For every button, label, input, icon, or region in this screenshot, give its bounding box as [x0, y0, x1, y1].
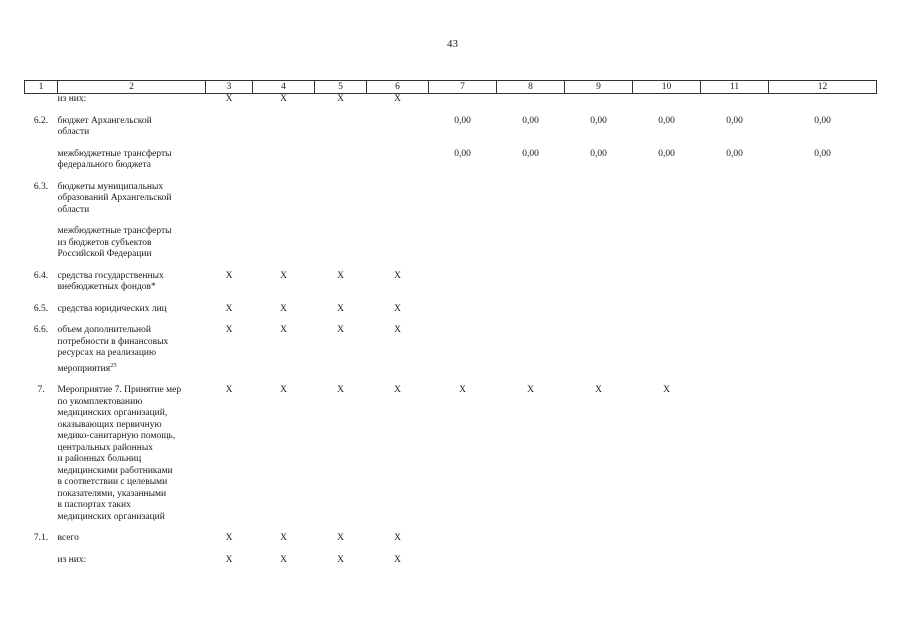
spacer-cell	[25, 261, 877, 271]
table-row	[25, 555, 877, 567]
row-name: Мероприятие 7. Принятие мер по укомплектованию медицинских организаций, оказывающих первичную медико-санитарную помощь, центральных районных и районных больниц медицинскими работниками в соответствии с целевыми показателями, указанными в паспортах таких медицинских организаций	[57, 385, 182, 522]
cell-col-4: X	[280, 303, 287, 314]
column-header-5: 5	[315, 81, 367, 94]
cell-col-9	[565, 226, 633, 261]
row-number	[25, 94, 58, 106]
cell-col-11	[701, 555, 769, 567]
row-name: межбюджетные трансферты из бюджетов субъектов Российской Федерации	[57, 226, 172, 259]
cell-col-3: X	[225, 385, 233, 396]
cell-col-7: 0,00	[454, 115, 471, 126]
row-spacer	[25, 294, 877, 304]
cell-col-11	[701, 271, 769, 294]
cell-col-3	[206, 182, 253, 217]
cell-col-7	[429, 304, 497, 316]
cell-col-9	[565, 304, 633, 316]
cell-col-7: X	[459, 385, 466, 396]
spacer-cell	[25, 139, 877, 149]
cell-col-4	[253, 116, 315, 139]
table-body	[25, 94, 877, 567]
row-name: средства юридических лиц	[57, 303, 167, 314]
cell-col-7	[429, 533, 497, 545]
cell-col-10	[633, 182, 701, 217]
cell-col-9: 0,00	[590, 115, 607, 126]
table-row	[25, 94, 877, 106]
cell-col-5: X	[337, 303, 344, 314]
cell-col-10	[633, 271, 701, 294]
cell-col-4: X	[280, 94, 287, 104]
cell-col-8	[497, 271, 565, 294]
table-row	[25, 149, 877, 172]
cell-col-12	[769, 271, 877, 294]
column-header-9: 9	[565, 81, 633, 94]
table-row	[25, 304, 877, 316]
cell-col-12	[769, 555, 877, 567]
cell-col-5	[315, 182, 367, 217]
row-number: 7.1.	[33, 533, 49, 544]
cell-col-12	[769, 304, 877, 316]
row-spacer	[25, 139, 877, 149]
row-name: бюджет Архангельской области	[57, 115, 152, 137]
cell-col-4	[253, 226, 315, 261]
cell-col-10	[633, 325, 701, 375]
budget-table	[24, 80, 877, 566]
cell-col-5	[315, 149, 367, 172]
column-header-10: 10	[633, 81, 701, 94]
table-row	[25, 271, 877, 294]
table-row	[25, 116, 877, 139]
cell-col-8: 0,00	[522, 148, 539, 159]
cell-col-7	[429, 226, 497, 261]
row-spacer	[25, 375, 877, 385]
row-spacer	[25, 315, 877, 325]
row-number: 6.5.	[33, 303, 49, 314]
column-header-12: 12	[769, 81, 877, 94]
table-row	[25, 533, 877, 545]
table-row	[25, 182, 877, 217]
cell-col-5: X	[337, 270, 344, 281]
cell-col-6: X	[394, 385, 401, 396]
cell-col-8	[497, 94, 565, 106]
row-spacer	[25, 172, 877, 182]
cell-col-4	[253, 182, 315, 217]
cell-col-3: X	[225, 533, 233, 544]
cell-col-10	[633, 533, 701, 545]
cell-col-8	[497, 304, 565, 316]
cell-col-7: 0,00	[454, 148, 471, 159]
cell-col-8: X	[527, 385, 534, 396]
table-row	[25, 325, 877, 375]
cell-col-4: X	[280, 325, 287, 335]
column-header-11: 11	[701, 81, 769, 94]
cell-col-7	[429, 182, 497, 217]
cell-col-6	[367, 116, 429, 139]
cell-col-7	[429, 325, 497, 375]
cell-col-3: X	[225, 554, 233, 565]
cell-col-11	[701, 304, 769, 316]
cell-col-9	[565, 182, 633, 217]
cell-col-5	[315, 226, 367, 261]
cell-col-3	[206, 149, 253, 172]
cell-col-9	[565, 533, 633, 545]
cell-col-10	[633, 94, 701, 106]
cell-col-9: X	[595, 385, 602, 396]
column-header-1: 1	[25, 81, 58, 94]
row-name: объем дополнительной потребности в финансовых ресурсах на реализацию мероприятия$^{25}$	[57, 325, 169, 374]
column-header-7: 7	[429, 81, 497, 94]
cell-col-12: 0,00	[814, 115, 831, 126]
row-name: из них:	[57, 94, 87, 104]
row-spacer	[25, 261, 877, 271]
row-number	[25, 555, 58, 567]
cell-col-9	[565, 94, 633, 106]
cell-col-11	[701, 325, 769, 375]
cell-col-10: X	[663, 385, 670, 396]
cell-col-11: 0,00	[726, 115, 743, 126]
cell-col-11	[701, 94, 769, 106]
cell-col-12	[769, 182, 877, 217]
row-number: 6.3.	[33, 181, 49, 192]
cell-col-3: X	[225, 94, 233, 104]
cell-col-8	[497, 325, 565, 375]
cell-col-5: X	[337, 554, 344, 565]
cell-col-6: X	[394, 270, 401, 281]
cell-col-7	[429, 94, 497, 106]
spacer-cell	[25, 216, 877, 226]
row-name: средства государственных внебюджетных фондов*	[57, 270, 164, 292]
cell-col-9	[565, 555, 633, 567]
column-header-4: 4	[253, 81, 315, 94]
cell-col-3	[206, 226, 253, 261]
column-header-3: 3	[206, 81, 253, 94]
column-header-6: 6	[367, 81, 429, 94]
cell-col-6	[367, 226, 429, 261]
cell-col-9	[565, 271, 633, 294]
cell-col-4	[253, 149, 315, 172]
row-number: 6.2.	[33, 115, 49, 126]
cell-col-8	[497, 226, 565, 261]
spacer-cell	[25, 315, 877, 325]
cell-col-5: X	[337, 94, 344, 104]
row-number	[25, 149, 58, 172]
column-header-8: 8	[497, 81, 565, 94]
cell-col-5: X	[337, 533, 344, 544]
cell-col-4: X	[280, 533, 287, 544]
cell-col-7	[429, 555, 497, 567]
cell-col-12	[769, 94, 877, 106]
cell-col-4: X	[280, 554, 287, 565]
cell-col-10	[633, 226, 701, 261]
cell-col-8	[497, 182, 565, 217]
cell-col-3: X	[225, 303, 233, 314]
spacer-cell	[25, 545, 877, 555]
cell-col-6: X	[394, 554, 401, 565]
cell-col-10	[633, 304, 701, 316]
spacer-cell	[25, 106, 877, 116]
cell-col-11	[701, 385, 769, 523]
cell-col-4: X	[280, 270, 287, 281]
row-spacer	[25, 216, 877, 226]
cell-col-5: X	[337, 325, 344, 335]
cell-col-12	[769, 385, 877, 523]
cell-col-5	[315, 116, 367, 139]
row-name: из них:	[57, 554, 87, 565]
cell-col-7	[429, 271, 497, 294]
cell-col-8	[497, 555, 565, 567]
cell-col-12: 0,00	[814, 148, 831, 159]
spacer-cell	[25, 294, 877, 304]
row-number: 6.6.	[33, 325, 49, 335]
cell-col-10: 0,00	[658, 115, 675, 126]
cell-col-3: X	[225, 270, 233, 281]
row-name: бюджеты муниципальных образований Архангельской области	[57, 181, 172, 215]
cell-col-8: 0,00	[522, 115, 539, 126]
cell-col-5: X	[337, 385, 344, 396]
cell-col-3	[206, 116, 253, 139]
page-number: 43	[447, 38, 458, 50]
row-spacer	[25, 523, 877, 533]
cell-col-4: X	[280, 385, 287, 396]
cell-col-11: 0,00	[726, 148, 743, 159]
cell-col-12	[769, 325, 877, 375]
cell-col-6: X	[394, 94, 401, 104]
cell-col-10	[633, 555, 701, 567]
cell-col-9: 0,00	[590, 148, 607, 159]
table-row	[25, 226, 877, 261]
cell-col-8	[497, 533, 565, 545]
row-name: межбюджетные трансферты федерального бюджета	[57, 148, 172, 170]
cell-col-6	[367, 182, 429, 217]
cell-col-3: X	[225, 325, 233, 335]
row-number: 7.	[37, 385, 45, 396]
cell-col-6: X	[394, 303, 401, 314]
spacer-cell	[25, 523, 877, 533]
spacer-cell	[25, 375, 877, 385]
spacer-cell	[25, 172, 877, 182]
cell-col-6: X	[394, 533, 401, 544]
cell-col-9	[565, 325, 633, 375]
row-number	[25, 226, 58, 261]
table-header-row	[25, 81, 877, 94]
cell-col-6: X	[394, 325, 401, 335]
cell-col-11	[701, 226, 769, 261]
row-spacer	[25, 106, 877, 116]
row-number: 6.4.	[33, 270, 49, 281]
column-header-2: 2	[58, 81, 206, 94]
row-name: всего	[57, 533, 79, 544]
cell-col-6	[367, 149, 429, 172]
footnote-mark: 25	[110, 361, 117, 369]
cell-col-12	[769, 226, 877, 261]
cell-col-10: 0,00	[658, 148, 675, 159]
cell-col-11	[701, 182, 769, 217]
cell-col-11	[701, 533, 769, 545]
cell-col-12	[769, 533, 877, 545]
table-row	[25, 385, 877, 523]
row-spacer	[25, 545, 877, 555]
